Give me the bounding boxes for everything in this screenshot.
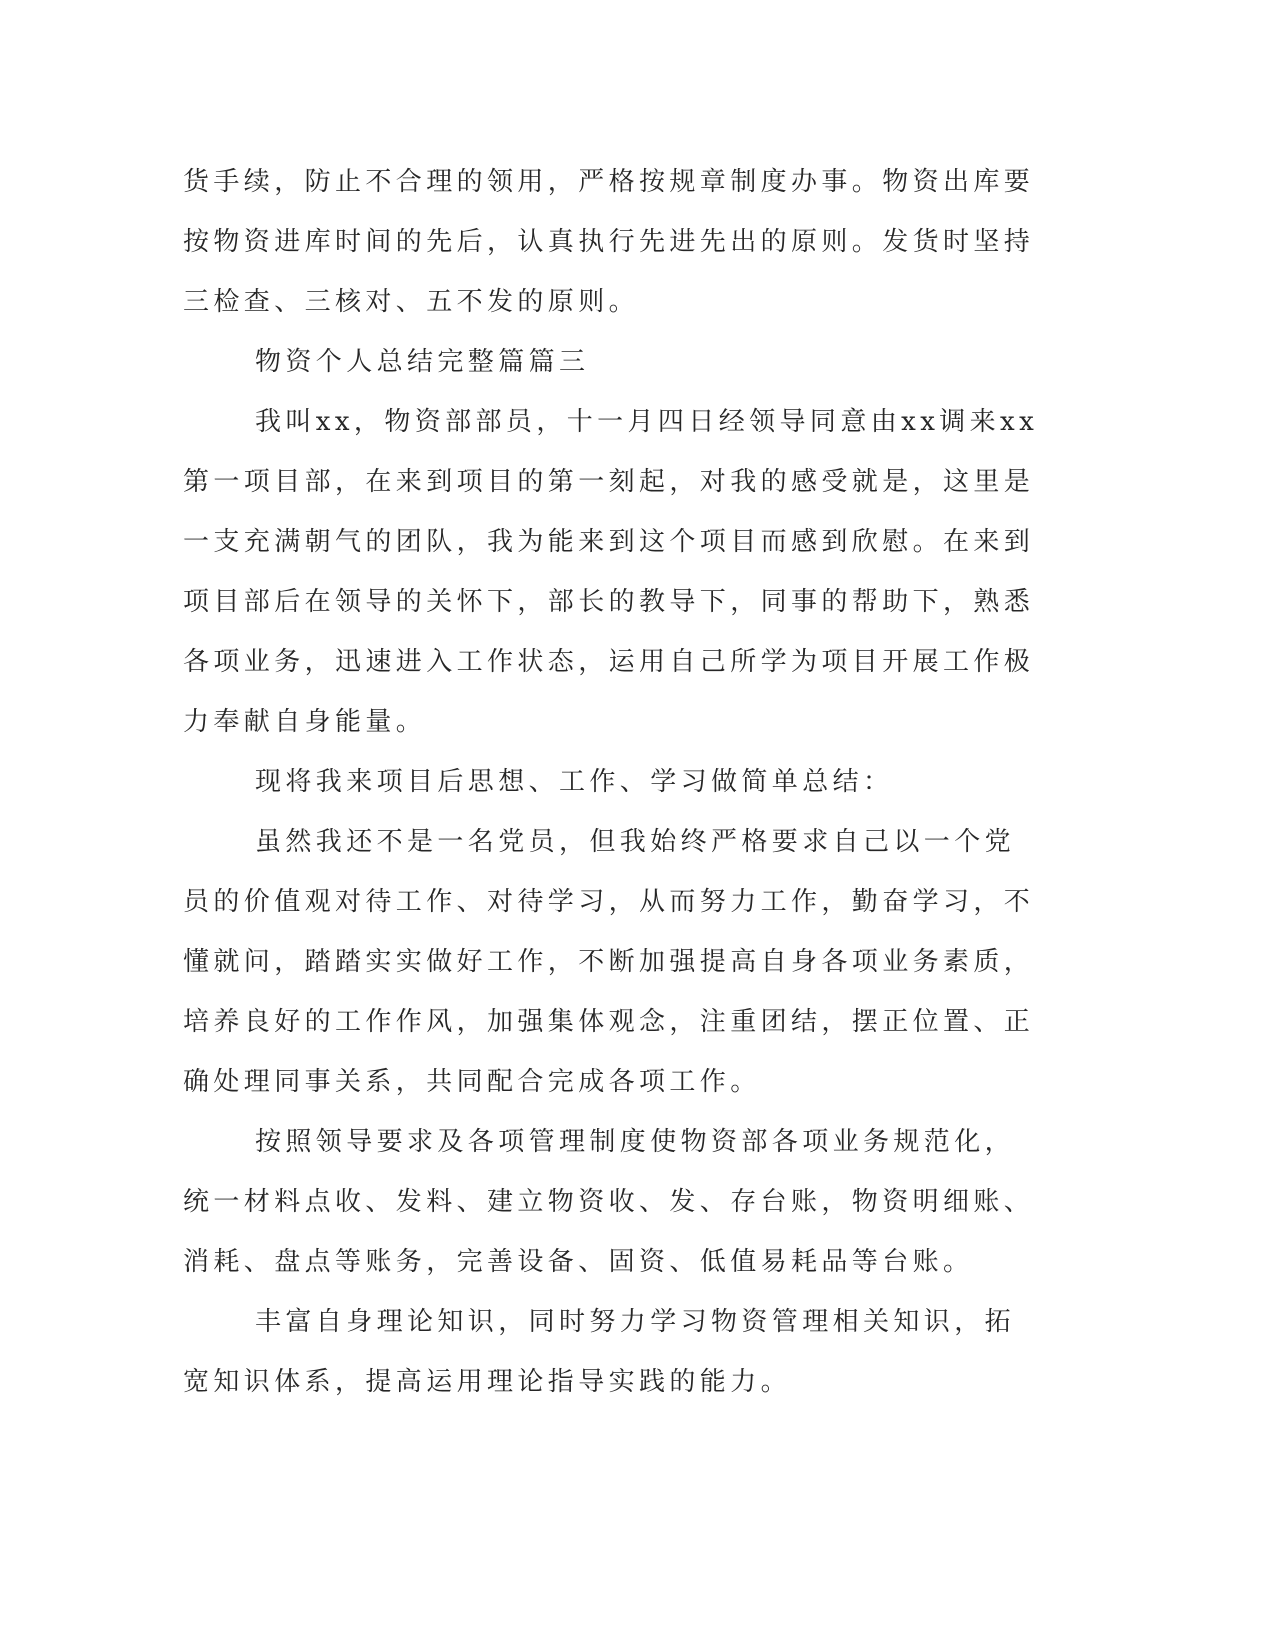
paragraph-thought: 虽然我还不是一名党员，但我始终严格要求自己以一个党员的价值观对待工作、对待学习，从而努力工作，勤奋学习，不懂就问，踏踏实实做好工作，不断加强提高自身各项业务素质，培养良好的工作作风，加强集体观念，注重团结，摆正位置、正确处理同事关系，共同配合完成各项工作。 (183, 827, 1035, 1097)
paragraph-continuation: 货手续，防止不合理的领用，严格按规章制度办事。物资出库要按物资进库时间的先后，认真执行先进先出的原则。发货时坚持三检查、三核对、五不发的原则。 (183, 167, 1035, 317)
paragraph-summary-lead: 现将我来项目后思想、工作、学习做简单总结： (255, 767, 894, 797)
paragraph-work: 按照领导要求及各项管理制度使物资部各项业务规范化，统一材料点收、发料、建立物资收、发、存台账，物资明细账、消耗、盘点等账务，完善设备、固资、低值易耗品等台账。 (183, 1127, 1035, 1277)
document-body (183, 152, 1043, 1412)
paragraph-study: 丰富自身理论知识，同时努力学习物资管理相关知识，拓宽知识体系，提高运用理论指导实践的能力。 (183, 1307, 1016, 1397)
section-heading: 物资个人总结完整篇篇三 (255, 347, 590, 377)
paragraph-introduction: 我叫xx，物资部部员，十一月四日经领导同意由xx调来xx第一项目部，在来到项目的第一刻起，对我的感受就是，这里是一支充满朝气的团队，我为能来到这个项目而感到欣慰。在来到项目部后在领导的关怀下，部长的教导下，同事的帮助下，熟悉各项业务，迅速进入工作状态，运用自己所学为项目开展工作极力奉献自身能量。 (183, 407, 1039, 737)
